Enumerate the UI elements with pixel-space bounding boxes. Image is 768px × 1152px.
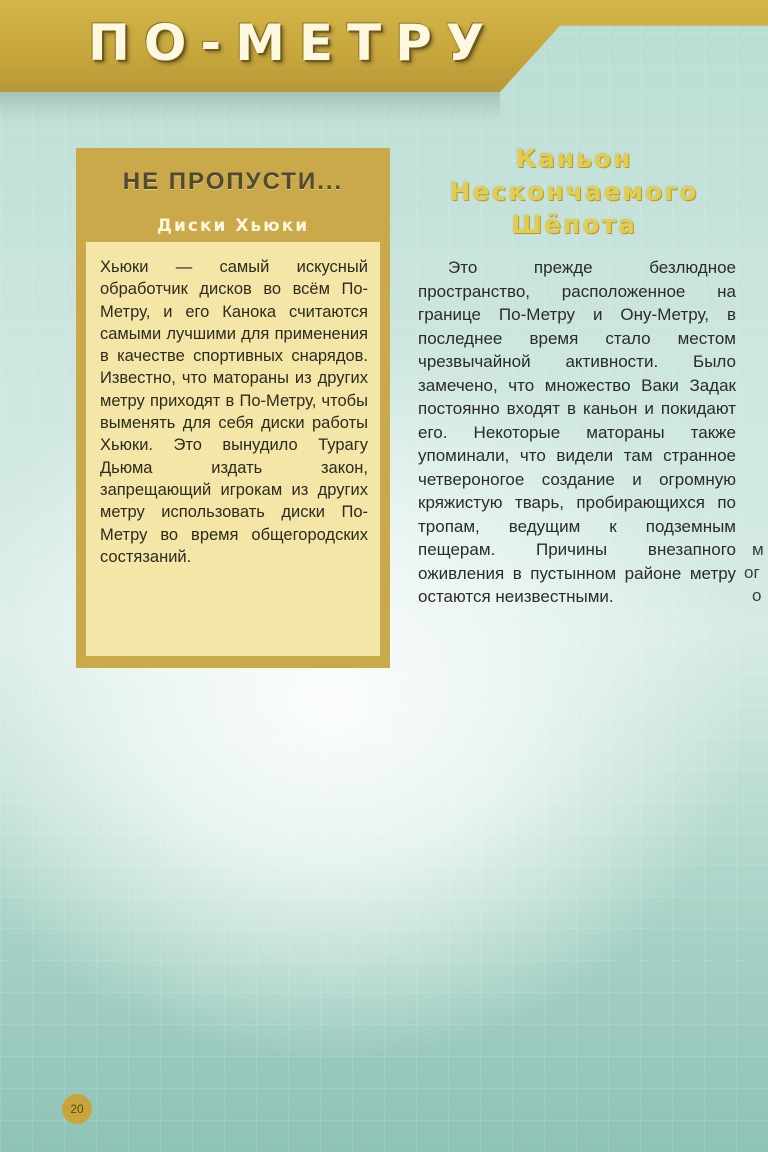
- sidebar-text: Хьюки — самый искусный обработчик дисков во всём По-Метру, и его Канока считаются самыми лучшими для применения в качестве спортивных снарядов. Известно, что матораны из других метру приходят в По-Метру, чтобы выменять для себя диски работы Хьюки. Это вынудило Турагу Дьюма издать закон, запрещающий игрокам из других метру использовать диски По-Метру во время общегородских состязаний.: [100, 258, 368, 566]
- sidebar-content-panel: [86, 242, 380, 656]
- edge-fragment-2: ог: [744, 563, 760, 582]
- header-shadow: [0, 92, 500, 120]
- edge-fragment-3: о: [752, 586, 762, 605]
- page-number: 20: [62, 1094, 92, 1124]
- sidebar-box: [76, 148, 390, 668]
- article-body: Это прежде безлюдное пространство, расположенное на границе По-Метру и Ону-Метру, в последнее время стало местом чрезвычайной активности. Было замечено, что множество Ваки Задак постоянно входят в каньон и покидают его. Некоторые матораны также упоминали, что видели там странное четвероногое создание и огромную кряжистую тварь, пробирающихся по тропам, ведущим к подземным пещерам. Причины внезапного оживления в пустынном районе метру остаются неизвестными.: [418, 258, 736, 606]
- article-title-line-1: Каньон: [515, 144, 633, 173]
- page-title: ПО-МЕТРУ: [88, 14, 499, 72]
- article-title: [404, 142, 744, 241]
- sidebar-title: НЕ ПРОПУСТИ...: [122, 168, 344, 195]
- article-title-line-3: Шёпота: [511, 210, 637, 239]
- article-title-line-2: Нескончаемого: [449, 177, 699, 206]
- edge-fragment-1: м: [752, 540, 764, 559]
- sidebar-subtitle: Диски Хьюки: [156, 216, 310, 236]
